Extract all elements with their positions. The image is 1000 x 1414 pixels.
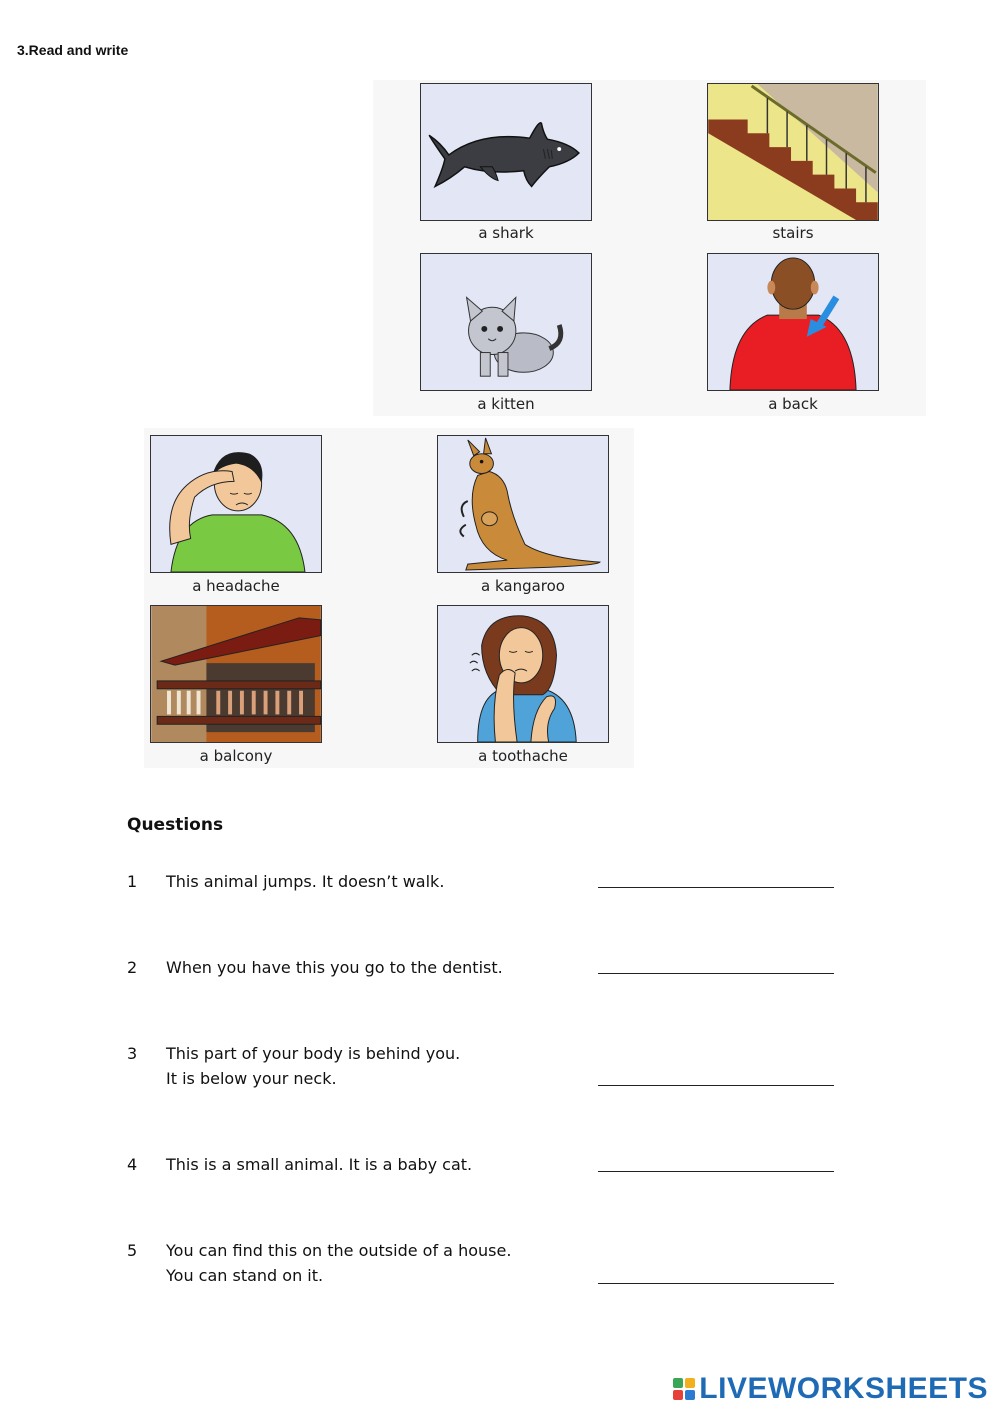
toothache-caption: a toothache xyxy=(478,747,568,765)
balcony-caption: a balcony xyxy=(199,747,273,765)
back-picture xyxy=(707,253,879,391)
kitten-picture xyxy=(420,253,592,391)
question-5-number: 5 xyxy=(127,1241,138,1260)
question-4-number: 4 xyxy=(127,1155,138,1174)
question-3-text: This part of your body is behind you. It is below your neck. xyxy=(166,1044,461,1088)
kangaroo-caption: a kangaroo xyxy=(481,577,565,595)
question-5-answer-line[interactable] xyxy=(598,1283,834,1284)
stairs-caption: stairs xyxy=(772,224,814,242)
question-3-answer-line[interactable] xyxy=(598,1085,834,1086)
question-2-number: 2 xyxy=(127,958,138,977)
question-2-text: When you have this you go to the dentist. xyxy=(166,958,503,977)
headache-picture xyxy=(150,435,322,573)
logo-badge-square xyxy=(685,1390,695,1400)
question-1-answer-line[interactable] xyxy=(598,887,834,888)
logo-text: LIVEWORKSHEETS xyxy=(699,1372,988,1405)
logo-badge-icon xyxy=(673,1378,695,1400)
stairs-picture xyxy=(707,83,879,221)
back-caption: a back xyxy=(768,395,818,413)
question-1-text: This animal jumps. It doesn’t walk. xyxy=(166,872,445,891)
kangaroo-picture xyxy=(437,435,609,573)
question-5-text: You can find this on the outside of a house. You can stand on it. xyxy=(166,1241,512,1285)
question-4-answer-line[interactable] xyxy=(598,1171,834,1172)
question-2-answer-line[interactable] xyxy=(598,973,834,974)
questions-title: Questions xyxy=(127,815,224,835)
logo-badge-square xyxy=(673,1378,683,1388)
headache-caption: a headache xyxy=(192,577,280,595)
liveworksheets-logo xyxy=(673,1372,988,1406)
shark-picture xyxy=(420,83,592,221)
logo-badge-square xyxy=(685,1378,695,1388)
question-1-number: 1 xyxy=(127,872,138,891)
balcony-picture xyxy=(150,605,322,743)
worksheet-heading: 3.Read and write xyxy=(17,42,129,58)
question-4-text: This is a small animal. It is a baby cat. xyxy=(166,1155,473,1174)
shark-caption: a shark xyxy=(478,224,534,242)
toothache-picture xyxy=(437,605,609,743)
logo-badge-square xyxy=(673,1390,683,1400)
question-3-number: 3 xyxy=(127,1044,138,1063)
kitten-caption: a kitten xyxy=(477,395,535,413)
